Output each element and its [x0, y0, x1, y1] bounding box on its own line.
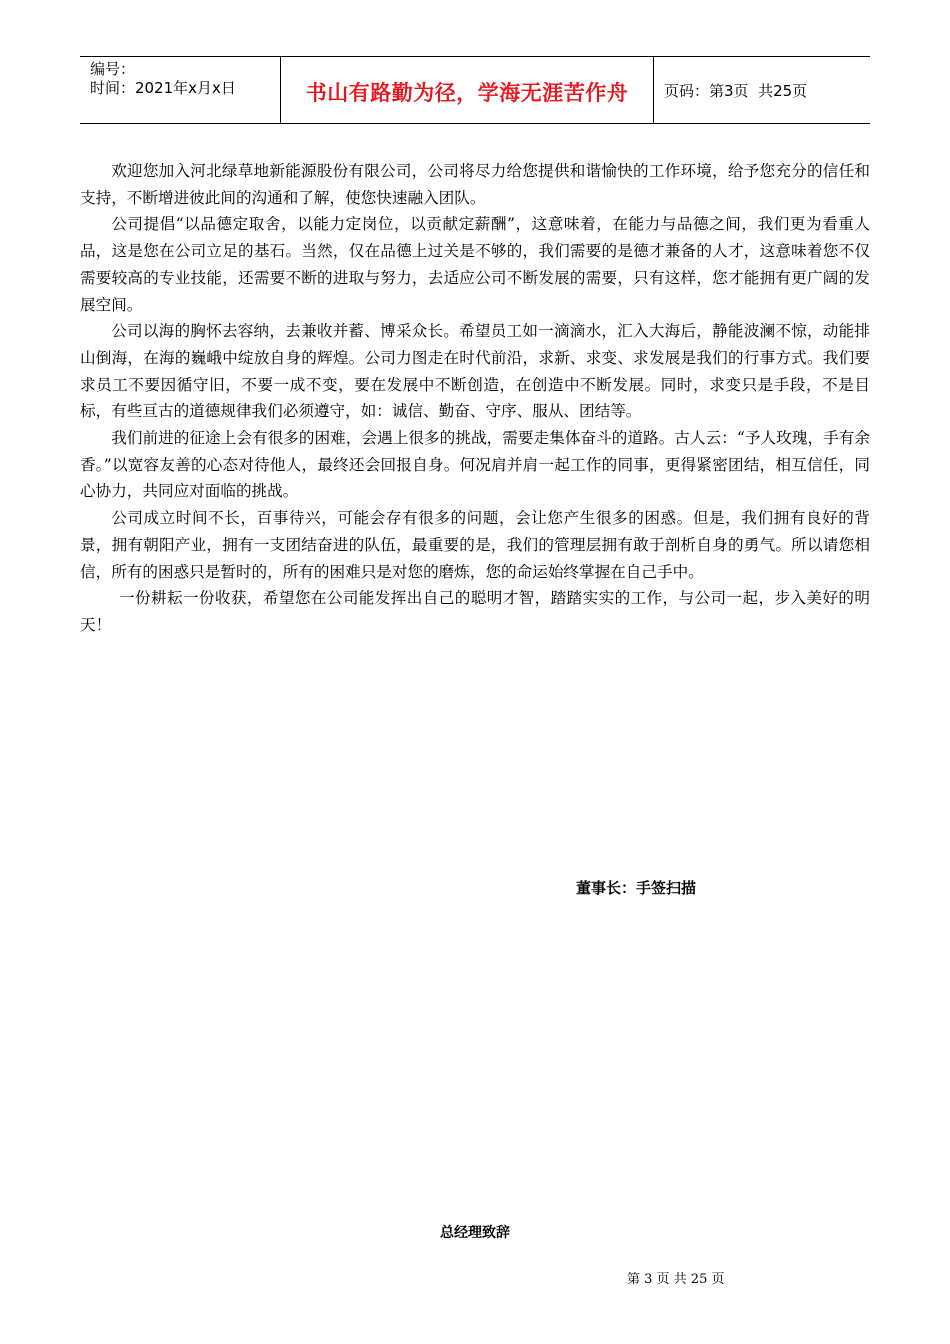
section-title-gm-speech: 总经理致辞 — [440, 1225, 510, 1241]
paragraph-closing: 一份耕耘一份收获，希望您在公司能发挥出自己的聪明才智，踏踏实实的工作，与公司一起，步入美好的明天！ — [80, 589, 870, 634]
header-page-info: 页码：第3页 共25页 — [664, 81, 808, 100]
paragraph-ocean: 公司以海的胸怀去容纳，去兼收并蓄、博采众长。希望员工如一滴滴水，汇入大海后，静能波澜不惊，动能排山倒海，在海的巍峨中绽放自身的辉煌。公司力图走在时代前沿，求新、求变、求发展是我们的行事方式。我们要求员工不要因循守旧，不要一成不变，要在发展中不断创造，在创造中不断发展。同时，求变只是手段，不是目标，有些亘古的道德规律我们必须遵守，如：诚信、勤奋、守序、服从、团结等。 — [80, 322, 870, 421]
paragraph-values: 公司提倡“以品德定取舍，以能力定岗位，以贡献定薪酬”，这意味着，在能力与品德之间，我们更为看重人品，这是您在公司立足的基石。当然，仅在品德上过关是不够的，我们需要的是德才兼备的人才，这意味着您不仅需要较高的专业技能，还需要不断的进取与努力，去适应公司不断发展的需要，只有这样，您才能拥有更广阔的发展空间。 — [80, 215, 870, 314]
letter-body — [80, 158, 870, 639]
page-footer: 第 3 页 共 25 页 — [627, 1272, 725, 1287]
paragraph-challenges: 公司成立时间不长，百事待兴，可能会存有很多的问题，会让您产生很多的困惑。但是，我们拥有良好的背景，拥有朝阳产业，拥有一支团结奋进的队伍，最重要的是，我们的管理层拥有敢于剖析自身的勇气。所以请您相信，所有的困惑只是暂时的，所有的困难只是对您的磨炼，您的命运始终掌握在自己手中。 — [80, 509, 870, 581]
page-header-table — [80, 56, 870, 124]
header-motto: 书山有路勤为径，学海无涯苦作舟 — [281, 57, 654, 123]
document-time-label: 时间：2021年x月x日 — [90, 79, 236, 97]
header-left-cell — [80, 57, 281, 123]
paragraph-teamwork: 我们前进的征途上会有很多的困难，会遇上很多的挑战，需要走集体奋斗的道路。古人云：“予人玫瑰，手有余香。”以宽容友善的心态对待他人，最终还会回报自身。何况肩并肩一起工作的同事，更得紧密团结，相互信任，同心协力，共同应对面临的挑战。 — [80, 429, 870, 501]
document-number-label: 编号： — [90, 60, 136, 78]
chairman-signature: 董事长：手签扫描 — [576, 879, 697, 897]
paragraph-welcome: 欢迎您加入河北绿草地新能源股份有限公司，公司将尽力给您提供和谐愉快的工作环境，给予您充分的信任和支持，不断增进彼此间的沟通和了解，使您快速融入团队。 — [80, 162, 870, 207]
